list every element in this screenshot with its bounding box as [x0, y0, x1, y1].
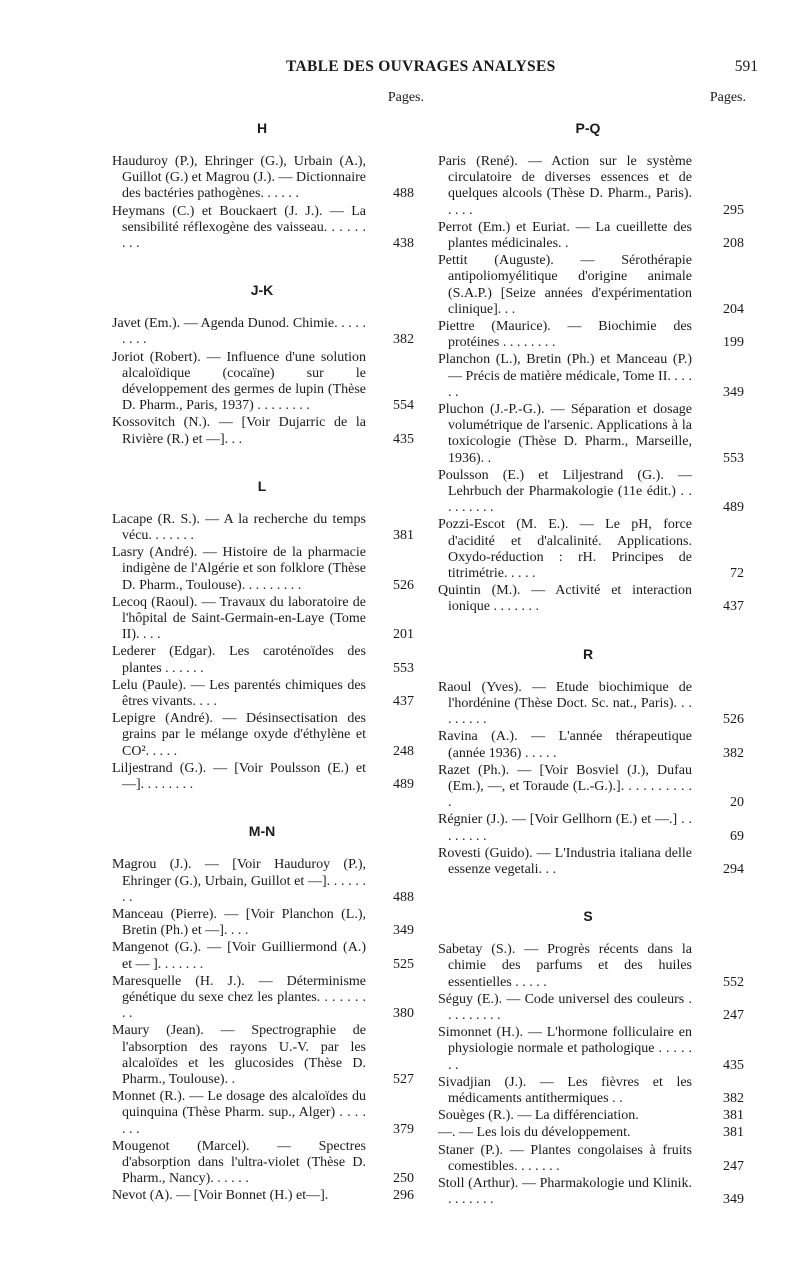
entry-text: Poulsson (E.) et Liljestrand (G.). — Lehrbuch der Pharmakologie (11e édit.) . . . . . . . . . — [438, 467, 692, 516]
index-entry — [112, 595, 412, 644]
index-section — [438, 645, 744, 878]
entry-page: 382 — [723, 745, 744, 761]
entry-text: Hauduroy (P.), Ehringer (G.), Urbain (A.), Guillot (G.) et Magrou (J.). — Dictionnaire des bactéries pathogènes. . . . . . — [112, 154, 366, 202]
index-entry — [438, 729, 744, 761]
entry-text: Quintin (M.). — Activité et interaction ionique . . . . . . . — [438, 583, 692, 615]
index-entry — [438, 402, 744, 467]
entry-text: Manceau (Pierre). — [Voir Planchon (L.), Bretin (Ph.) et —]. . . . — [112, 906, 366, 939]
entry-page: 554 — [393, 398, 414, 414]
entry-page: 349 — [723, 1192, 744, 1208]
entry-text: Lelu (Paule). — Les parentés chimiques des êtres vivants. . . . — [112, 677, 366, 710]
entry-text: Lepigre (André). — Désinsectisation des grains par le mélange oxyde d'éthylène et CO². . . . . — [112, 711, 366, 759]
section-letter: S — [583, 908, 593, 925]
entry-text: Pettit (Auguste). — Sérothérapie antipoliomyélitique d'origine animale (S.A.P.) [Seize années d'expérimentation clinique]. . . — [438, 253, 692, 317]
index-entry — [112, 857, 412, 906]
index-entry — [112, 907, 412, 939]
entry-page: 250 — [393, 1171, 414, 1187]
entry-page: 382 — [723, 1090, 744, 1106]
entry-page: 382 — [393, 332, 414, 348]
entry-page: 488 — [393, 186, 414, 202]
entry-text: Magrou (J.). — [Voir Hauduroy (P.), Ehringer (G.), Urbain, Guillot et —]. . . . . . . . — [112, 857, 366, 905]
entry-page: 201 — [393, 627, 414, 643]
index-entry — [438, 1142, 744, 1175]
index-section — [112, 120, 412, 252]
index-entry — [438, 517, 744, 582]
index-entry — [438, 812, 744, 844]
entry-page: 435 — [393, 431, 414, 447]
pages-label: Pages. — [709, 90, 746, 105]
index-section — [112, 282, 412, 448]
index-section — [438, 120, 744, 616]
entry-text: Paris (René). — Action sur le système circulatoire de diverses essences et de quelques alcools (Thèse D. Pharm., Paris). . . . . — [438, 154, 692, 218]
entry-page: 69 — [730, 828, 744, 844]
entry-text: —. — Les lois du développement. — [438, 1125, 631, 1141]
entry-page: 204 — [723, 301, 744, 317]
entry-page: 526 — [393, 577, 414, 593]
index-entry — [438, 991, 744, 1024]
index-entry — [438, 942, 744, 991]
section-letter: L — [257, 477, 267, 494]
entry-page: 381 — [723, 1125, 744, 1141]
entry-text: Sabetay (S.). — Progrès récents dans la chimie des parfums et des huiles essentielles . . . . . — [438, 942, 692, 990]
entry-text: Raoul (Yves). — Etude biochimique de l'hordénine (Thèse Doct. Sc. nat., Paris). . . . . . . . . — [438, 679, 692, 728]
index-entry — [112, 761, 412, 793]
entry-page: 553 — [393, 660, 414, 676]
left-column — [112, 90, 424, 1235]
entry-text: Lecoq (Raoul). — Travaux du laboratoire de l'hôpital de Saint-Germain-en-Laye (Tome II). . . . — [112, 594, 366, 643]
entry-page: 248 — [393, 743, 414, 759]
entry-text: Pozzi-Escot (M. E.). — Le pH, force d'acidité et d'alcalinité. Applications. Oxydo-réduction : rH. Principes de titrimétrie. . . . . — [438, 517, 692, 582]
page-title: TABLE DES OUVRAGES ANALYSES — [286, 58, 556, 75]
section-letter: M-N — [248, 823, 276, 840]
entry-page: 20 — [730, 795, 744, 811]
index-entry — [112, 512, 412, 544]
page-header — [0, 58, 800, 80]
index-section — [112, 478, 412, 793]
index-entry — [112, 204, 412, 253]
index-entry — [112, 1089, 412, 1138]
index-entry — [112, 415, 412, 447]
entry-page: 489 — [723, 500, 744, 516]
entry-text: Régnier (J.). — [Voir Gellhorn (E.) et —.] . . . . . . . . — [438, 812, 692, 844]
index-entry — [438, 467, 744, 517]
entry-text: Javet (Em.). — Agenda Dunod. Chimie. . . . . . . . . — [112, 316, 366, 348]
index-entry — [112, 545, 412, 594]
entry-page: 553 — [723, 450, 744, 466]
index-entry — [112, 154, 412, 203]
entry-page: 381 — [393, 528, 414, 544]
index-entry — [112, 974, 412, 1023]
entry-page: 349 — [393, 923, 414, 939]
entry-page: 435 — [723, 1057, 744, 1073]
entry-text: Séguy (E.). — Code universel des couleurs . . . . . . . . . — [438, 991, 692, 1023]
entry-text: Mangenot (G.). — [Voir Guilliermond (A.) et — ]. . . . . . . — [112, 940, 366, 972]
entry-page: 381 — [723, 1108, 744, 1124]
entry-text: Lasry (André). — Histoire de la pharmacie indigène de l'Algérie et son folklore (Thèse D. Pharm., Toulouse). . . . . . . . . — [112, 545, 366, 593]
entry-page: 208 — [723, 236, 744, 252]
index-section — [438, 908, 744, 1208]
index-entry — [438, 1108, 744, 1124]
index-entry — [112, 1188, 412, 1204]
entry-text: Piettre (Maurice). — Biochimie des protéines . . . . . . . . — [438, 319, 692, 351]
index-entry — [438, 319, 744, 351]
entry-text: Maury (Jean). — Spectrographie de l'absorption des rayons U.-V. par les alcaloïdes et les glucosides (Thèse D. Pharm., Toulouse). . — [112, 1023, 366, 1087]
right-column — [438, 90, 746, 1238]
index-entry — [112, 350, 412, 415]
page-number: 591 — [734, 58, 758, 75]
entry-page: 294 — [723, 861, 744, 877]
entry-page: 525 — [393, 956, 414, 972]
entry-page: 438 — [393, 236, 414, 252]
index-entry — [112, 711, 412, 760]
index-entry — [438, 1025, 744, 1074]
entry-text: Sivadjian (J.). — Les fièvres et les médicaments antithermiques . . — [438, 1074, 692, 1106]
index-entry — [438, 1125, 744, 1141]
entry-text: Lederer (Edgar). Les caroténoïdes des plantes . . . . . . — [112, 644, 366, 676]
entry-page: 437 — [723, 599, 744, 615]
entry-page: 437 — [393, 694, 414, 710]
entry-text: Nevot (A). — [Voir Bonnet (H.) et—]. — [112, 1188, 329, 1204]
index-entry — [112, 1023, 412, 1088]
entry-page: 552 — [723, 974, 744, 990]
index-entry — [438, 1175, 744, 1208]
entry-text: Joriot (Robert). — Influence d'une solution alcaloïdique (cocaïne) sur le développement des germes de lupin (Thèse D. Pharm., Paris, 1937) . . . . . . . . — [112, 349, 366, 414]
entry-text: Liljestrand (G.). — [Voir Poulsson (E.) et —]. . . . . . . . — [112, 760, 366, 793]
index-entry — [438, 845, 744, 878]
index-entry — [112, 644, 412, 676]
index-section — [112, 823, 412, 1204]
entry-text: Perrot (Em.) et Euriat. — La cueillette des plantes médicinales. . — [438, 219, 692, 252]
section-letter: H — [256, 120, 268, 136]
index-entry — [112, 1139, 412, 1188]
entry-page: 380 — [393, 1006, 414, 1022]
entry-text: Lacape (R. S.). — A la recherche du temps vécu. . . . . . . — [112, 511, 366, 544]
index-entry — [438, 154, 744, 219]
index-entry — [438, 352, 744, 401]
entry-page: 72 — [730, 566, 744, 582]
index-entry — [112, 940, 412, 972]
entry-text: Rovesti (Guido). — L'Industria italiana delle essenze vegetali. . . — [438, 845, 692, 877]
section-letter: J-K — [250, 282, 274, 299]
entry-page: 247 — [723, 1158, 744, 1174]
entry-page: 527 — [393, 1071, 414, 1087]
entry-page: 489 — [393, 777, 414, 793]
entry-text: Pluchon (J.-P.-G.). — Séparation et dosage volumétrique de l'arsenic. Applications à la toxicologie (Thèse D. Pharm., Marseille, 1936). . — [438, 402, 692, 466]
index-entry — [438, 253, 744, 318]
entry-page: 247 — [723, 1007, 744, 1023]
entry-page: 349 — [723, 384, 744, 400]
index-entry — [438, 762, 744, 812]
entry-page: 296 — [393, 1188, 414, 1204]
entry-text: Stoll (Arthur). — Pharmakologie und Klinik. . . . . . . . — [438, 1175, 692, 1208]
index-entry — [438, 583, 744, 615]
index-entry — [112, 678, 412, 710]
section-letter: R — [582, 645, 594, 662]
entry-text: Staner (P.). — Plantes congolaises à fruits comestibles. . . . . . . — [438, 1142, 692, 1174]
index-entry — [438, 1074, 744, 1107]
entry-text: Kossovitch (N.). — [Voir Dujarric de la Rivière (R.) et —]. . . — [112, 415, 366, 447]
pages-label: Pages. — [387, 90, 424, 105]
index-entry — [438, 219, 744, 252]
entry-page: 295 — [723, 202, 744, 218]
entry-text: Simonnet (H.). — L'hormone folliculaire en physiologie normale et pathologique . . . . . . . — [438, 1025, 692, 1073]
entry-text: Ravina (A.). — L'année thérapeutique (année 1936) . . . . . — [438, 729, 692, 761]
index-entry — [112, 316, 412, 348]
entry-text: Maresquelle (H. J.). — Déterminisme génétique du sexe chez les plantes. . . . . . . . . — [112, 973, 366, 1022]
entry-text: Souèges (R.). — La différenciation. — [438, 1108, 639, 1124]
entry-page: 379 — [393, 1121, 414, 1137]
entry-page: 199 — [723, 335, 744, 351]
entry-text: Razet (Ph.). — [Voir Bosviel (J.), Dufau (Em.), —, et Toraude (L.-G.).]. . . . . . . . . . . — [438, 762, 692, 811]
section-letter: P-Q — [575, 120, 601, 136]
entry-text: Monnet (R.). — Le dosage des alcaloïdes du quinquina (Thèse Pharm. sup., Alger) . . . . . . . — [112, 1089, 366, 1137]
entry-text: Heymans (C.) et Bouckaert (J. J.). — La sensibilité réflexogène des vaisseau. . . . . . . . . — [112, 203, 366, 252]
entry-page: 488 — [393, 889, 414, 905]
entry-text: Mougenot (Marcel). — Spectres d'absorption dans l'ultra-violet (Thèse D. Pharm., Nancy). . . . . . — [112, 1138, 366, 1187]
entry-page: 526 — [723, 712, 744, 728]
index-entry — [438, 679, 744, 729]
entry-text: Planchon (L.), Bretin (Ph.) et Manceau (P.) — Précis de matière médicale, Tome II. . . . . . — [438, 352, 692, 400]
